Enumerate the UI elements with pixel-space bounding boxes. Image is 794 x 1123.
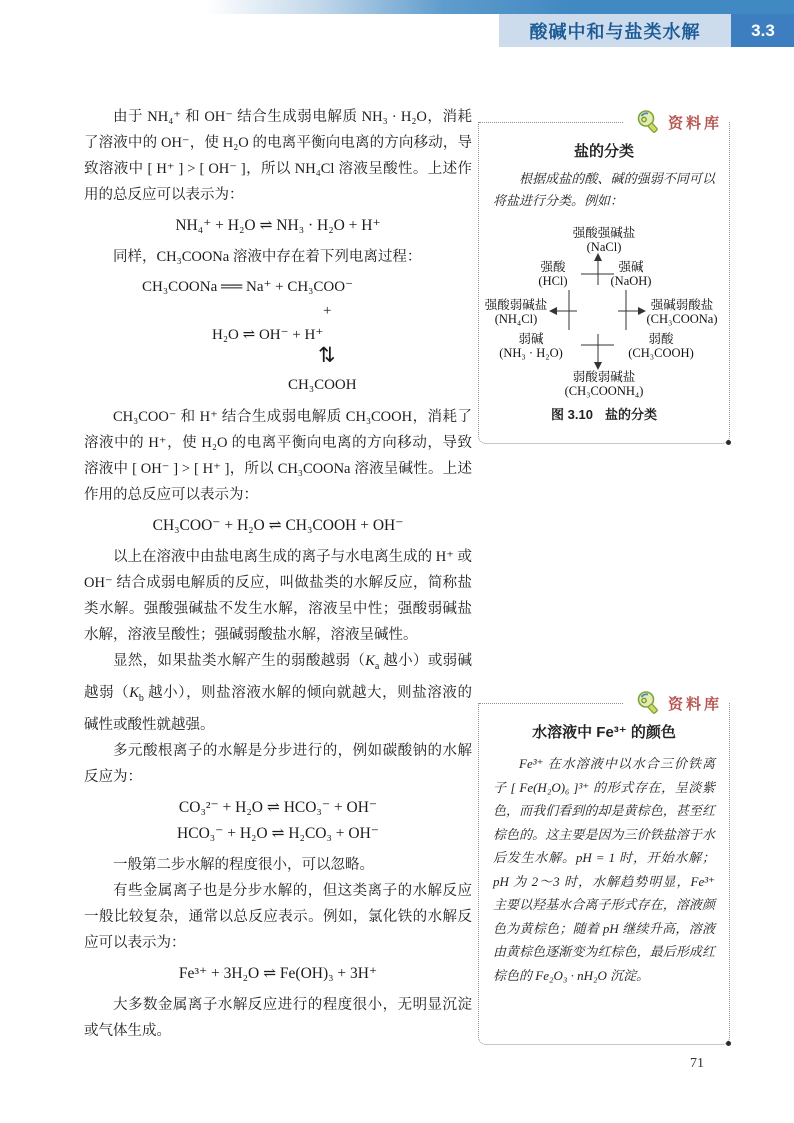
node-formula: (NH₄Cl) xyxy=(494,312,538,326)
node-label: 强酸 xyxy=(540,260,566,274)
infobox-top-dotted-line xyxy=(479,122,623,123)
section-title: 酸碱中和与盐类水解 xyxy=(499,14,731,47)
carbonate-equations xyxy=(84,795,472,847)
infobox2-title: 水溶液中 Fe³⁺ 的颜色 xyxy=(532,724,676,741)
section-number-badge: 3.3 xyxy=(731,14,794,47)
ka-symbol: K xyxy=(365,653,375,669)
paragraph-second-step: 一般第二步水解的程度很小，可以忽略。 xyxy=(113,856,374,873)
figure-caption-text: 盐的分类 xyxy=(604,407,657,422)
node-formula: (CH₃COONH₄) xyxy=(564,384,644,398)
ka-subscript: a xyxy=(374,660,380,672)
equation-carbonate-step1: CO₃²⁻ + H₂O ⇌ HCO₃⁻ + OH⁻ xyxy=(178,798,378,816)
equation-nh4-hydrolysis: NH₄⁺ + H₂O ⇌ NH₃ · H₂O + H⁺ xyxy=(175,217,381,234)
figure-3-10 xyxy=(479,224,729,396)
node-formula: (CH₃COOH) xyxy=(628,346,694,360)
node-label: 强碱弱酸盐 xyxy=(650,298,714,312)
ka-kb-text-1: 显然，如果盐类水解产生的弱酸越弱（ xyxy=(113,653,366,669)
library-tag-label: 资料库 xyxy=(667,114,722,132)
infobox-fe3-color xyxy=(478,695,730,1045)
figure-caption xyxy=(479,404,729,423)
page-number: 71 xyxy=(690,1056,704,1071)
infobox1-body-text: 根据成盐的酸、碱的强弱不同可以将盐进行分类。例如： xyxy=(493,171,715,208)
node-label: 强酸弱碱盐 xyxy=(484,298,548,312)
equation-acetate-hydrolysis: CH₃COO⁻ + H₂O ⇌ CH₃COOH + OH⁻ xyxy=(152,517,404,534)
figure-node-strong-acid xyxy=(515,260,591,288)
main-text-column xyxy=(84,104,472,1044)
node-label: 弱酸弱碱盐 xyxy=(572,370,636,384)
figure-node-weak-weak-salt xyxy=(479,370,729,398)
magnifier-icon xyxy=(633,107,663,137)
corner-dot xyxy=(726,1041,731,1046)
paragraph-polyprotic: 多元酸根离子的水解是分步进行的，例如碳酸钠的水解反应为： xyxy=(84,742,472,785)
plus-sign: + xyxy=(323,303,332,319)
ka-kb-text-3: 越小），则盐溶液水解的倾向就越大，则盐溶液的碱性或酸性就越强。 xyxy=(84,684,472,733)
infobox2-body-text: Fe³⁺ 在水溶液中以水合三价铁离子 [ Fe(H₂O)₆ ]³⁺ 的形式存在，呈淡紫色，而我们看到的却是黄棕色，甚至红棕色的。这主要是因为三价铁盐溶于水后发生水解。pH = 1 时，开始水解；pH 为 2～3 时，水解趋势明显，Fe³⁺ 主要以羟基水合离子形式存在，溶液颜色为黄棕色；随着 pH 继续升高，溶液由黄棕色逐渐变为红棕色，最后形成红棕色的 Fe₂O₃ · nH₂O 沉淀。 xyxy=(493,756,715,983)
top-gradient-bar xyxy=(0,0,794,14)
infobox-top-dotted-line xyxy=(479,703,623,704)
node-formula: (NaOH) xyxy=(610,274,652,288)
ka-kb-text-2: 越小）或弱碱越弱（ xyxy=(84,653,473,701)
ionization-line2: H₂O ⇌ OH⁻ + H⁺ xyxy=(212,327,324,343)
figure-node-weak-acid xyxy=(613,332,709,360)
paragraph-ch3coona-intro: 同样，CH₃COONa 溶液中存在着下列电离过程： xyxy=(113,249,422,265)
paragraph-hydrolysis-definition: 以上在溶液中由盐电离生成的离子与水电离生成的 H⁺ 或 OH⁻ 结合成弱电解质的反应，叫做盐类的水解反应，简称盐类水解。强酸强碱盐不发生水解，溶液呈中性；强酸弱碱盐水解，溶液呈酸性；强碱弱酸盐水解，溶液呈碱性。 xyxy=(84,549,472,643)
figure-caption-number: 图 3.10 xyxy=(551,407,593,422)
node-label: 强碱 xyxy=(618,260,644,274)
node-label: 弱酸 xyxy=(648,332,674,346)
figure-node-strong-base-weak-acid-salt xyxy=(633,298,731,326)
node-label: 强酸强碱盐 xyxy=(572,226,636,240)
library-tag xyxy=(631,687,724,719)
page-header xyxy=(499,14,794,47)
figure-node-strong-base xyxy=(593,260,669,288)
equation-carbonate-step2: HCO₃⁻ + H₂O ⇌ H₂CO₃ + OH⁻ xyxy=(177,824,379,842)
infobox1-title: 盐的分类 xyxy=(573,143,634,160)
magnifier-icon xyxy=(633,688,663,718)
equation-iron-hydrolysis: Fe³⁺ + 3H₂O ⇌ Fe(OH)₃ + 3H⁺ xyxy=(178,964,378,982)
library-tag xyxy=(631,106,724,138)
ionization-scheme xyxy=(84,274,472,400)
paragraph-ch3coona-basic: CH₃COO⁻ 和 H⁺ 结合生成弱电解质 CH₃COOH，消耗了溶液中的 H⁺，使 H₂O 的电离平衡向电离的方向移动，导致溶液中 [ OH⁻ ] > [ H⁺ ]，所以 CH₃COONa 溶液呈碱性。上述作用的总反应可以表示为： xyxy=(84,409,472,503)
kb-symbol: K xyxy=(129,684,139,701)
infobox-salt-classification xyxy=(478,114,730,444)
figure-node-strong-acid-weak-base-salt xyxy=(481,298,551,326)
ionization-product: CH₃COOH xyxy=(288,377,357,393)
library-tag-label: 资料库 xyxy=(667,695,722,713)
vertical-equilibrium-arrows-icon: ⇅ xyxy=(318,343,336,367)
figure-node-strong-strong-salt xyxy=(479,226,729,254)
node-formula: (CH₃COONa) xyxy=(646,312,718,326)
node-formula: (HCl) xyxy=(538,274,568,288)
kb-subscript: b xyxy=(138,692,144,704)
paragraph-nh4cl-acidic: 由于 NH₄⁺ 和 OH⁻ 结合生成弱电解质 NH₃ · H₂O，消耗了溶液中的 OH⁻，使 H₂O 的电离平衡向电离的方向移动，导致溶液中 [ H⁺ ] > [ OH⁻ ]，所以 NH₄Cl 溶液呈酸性。上述作用的总反应可以表示为： xyxy=(84,109,472,203)
node-formula: (NH₃ · H₂O) xyxy=(499,346,563,360)
paragraph-ka-kb xyxy=(84,648,472,738)
ionization-line1: CH₃COONa ══ Na⁺ + CH₃COO⁻ xyxy=(142,279,354,295)
figure-node-weak-base xyxy=(485,332,577,360)
node-formula: (NaCl) xyxy=(586,240,622,254)
corner-dot xyxy=(726,440,731,445)
paragraph-metal-ions: 有些金属离子也是分步水解的，但这类离子的水解反应一般比较复杂，通常以总反应表示。例如，氯化铁的水解反应可以表示为： xyxy=(84,882,472,951)
node-label: 弱碱 xyxy=(518,332,544,346)
paragraph-metal-extent: 大多数金属离子水解反应进行的程度很小，无明显沉淀或气体生成。 xyxy=(84,996,472,1039)
